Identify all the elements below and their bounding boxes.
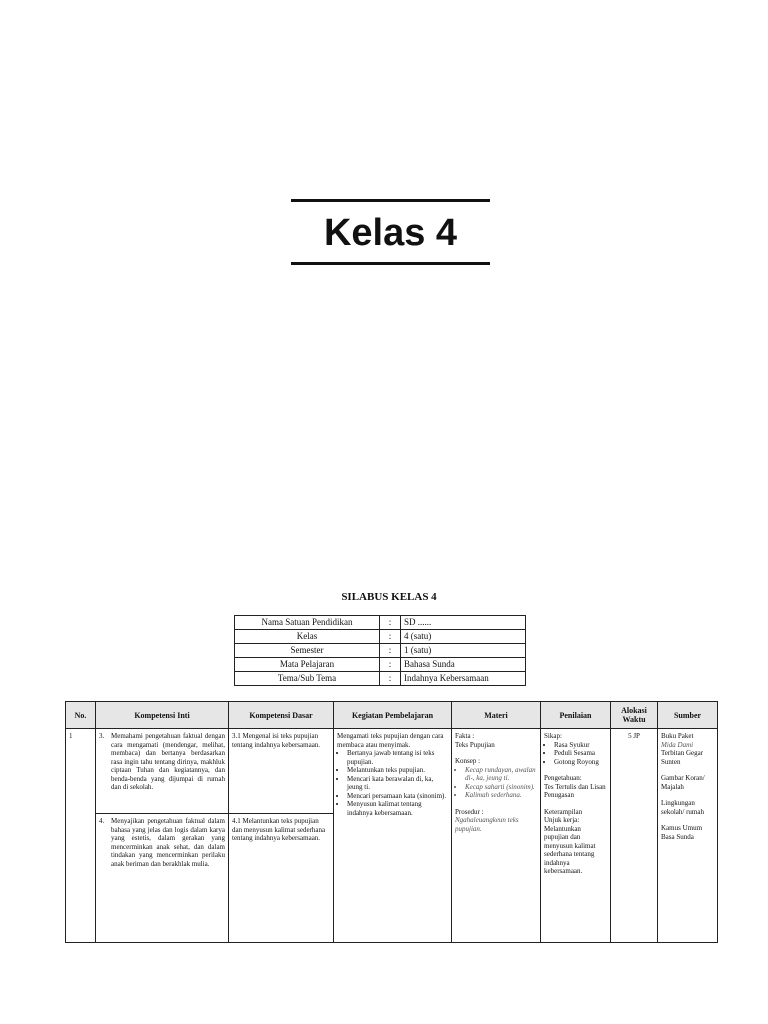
- identity-row: [235, 658, 526, 672]
- cell-no: 1: [66, 729, 96, 943]
- list-item: • Kecap rundayan, awalan di-, ka, jeung ti.: [465, 766, 537, 783]
- materi-konsep-label: Konsep :: [455, 757, 481, 765]
- identity-row: [235, 672, 526, 686]
- list-item: • Peduli Sesama: [554, 749, 607, 758]
- kegiatan-list: [337, 749, 448, 817]
- silabus-table: [65, 701, 718, 943]
- identity-colon: :: [380, 644, 401, 658]
- sumber-buku-title: Mida Dami: [661, 740, 694, 749]
- identity-row: [235, 630, 526, 644]
- title-rule-bottom: [291, 262, 490, 265]
- identity-table: [234, 615, 526, 686]
- sumber-buku-penerbit: Terbitan Gegar Sunten: [661, 749, 704, 766]
- cell-kegiatan: [334, 729, 452, 943]
- list-item: • Mencari persamaan kata (sinonim).: [347, 792, 448, 801]
- cell-kd41: [229, 814, 334, 943]
- header-materi: Materi: [452, 702, 541, 729]
- identity-colon: :: [380, 672, 401, 686]
- penilaian-keterampilan: Unjuk kerja: Melantunkan pupujian dan menyusun kalimat sederhana tentang indahnya kebersamaan.: [544, 816, 596, 875]
- identity-label: Semester: [235, 644, 380, 658]
- header-penilaian: Penilaian: [541, 702, 611, 729]
- cell-ki4: [96, 814, 229, 943]
- materi-prosedur: Ngahaleuangkeun teks pupujian.: [455, 816, 519, 833]
- ki4-text: Menyajikan pengetahuan faktual dalam bahasa yang jelas dan logis dalam karya yang estetis, dalam gerakan yang mencerminkan anak sehat, dan dalam tindakan yang mencerminkan perilaku anak beriman dan berakhlak mulia.: [111, 817, 225, 868]
- materi-konsep-list: [455, 766, 537, 800]
- list-item: • Kalimah sederhana.: [465, 791, 537, 800]
- page-title: Kelas 4: [323, 212, 458, 254]
- identity-colon: :: [380, 630, 401, 644]
- identity-row: [235, 616, 526, 630]
- materi-fakta-label: Fakta :: [455, 732, 475, 740]
- cell-penilaian: [541, 729, 611, 943]
- cell-kd31: [229, 729, 334, 814]
- identity-value: Indahnya Kebersamaan: [401, 672, 526, 686]
- ki3-number: 3.: [99, 732, 105, 740]
- identity-value: SD ......: [401, 616, 526, 630]
- title-rule-top: [291, 199, 490, 202]
- header-kompetensi-dasar: Kompetensi Dasar: [229, 702, 334, 729]
- penilaian-sikap-list: [544, 741, 607, 767]
- materi-fakta: Teks Pupujian: [455, 740, 495, 749]
- identity-colon: :: [380, 616, 401, 630]
- identity-label: Mata Pelajaran: [235, 658, 380, 672]
- identity-label: Kelas: [235, 630, 380, 644]
- kd31-text: 3.1 Mengenal isi teks pupujian tentang indahnya kebersamaan.: [232, 732, 321, 749]
- list-item: • Melantunkan teks pupujian.: [347, 766, 448, 775]
- list-item: • Mencari kata berawalan di, ka, jeung ti.: [347, 775, 448, 792]
- cell-sumber: [658, 729, 718, 943]
- header-kegiatan: Kegiatan Pembelajaran: [334, 702, 452, 729]
- identity-value: Bahasa Sunda: [401, 658, 526, 672]
- kd41-text: 4.1 Melantunkan teks pupujian dan menyusun kalimat sederhana tentang indahnya kebersamaan.: [232, 817, 326, 842]
- sumber-kamus: Kamus Umum Basa Sunda: [661, 824, 703, 841]
- table-header-row: [66, 702, 718, 729]
- sumber-lingkungan: Lingkungan sekolah/ rumah: [661, 799, 704, 816]
- cell-materi: [452, 729, 541, 943]
- penilaian-sikap-label: Sikap:: [544, 732, 562, 740]
- list-item: • Bertanya jawab tentang isi teks pupujian.: [347, 749, 448, 766]
- identity-label: Nama Satuan Pendidikan: [235, 616, 380, 630]
- identity-label: Tema/Sub Tema: [235, 672, 380, 686]
- kegiatan-intro: Mengamati teks pupujian dengan cara membaca atau menyimak.: [337, 732, 444, 749]
- cell-alokasi: 5 JP: [611, 729, 658, 943]
- header-alokasi: Alokasi Waktu: [611, 702, 658, 729]
- list-item: • Gotong Royong: [554, 758, 607, 767]
- sumber-buku-label: Buku Paket: [661, 732, 694, 740]
- identity-value: 1 (satu): [401, 644, 526, 658]
- identity-value: 4 (satu): [401, 630, 526, 644]
- penilaian-pengetahuan: Tes Tertulis dan Lisan Penugasan: [544, 782, 606, 799]
- list-item: • Rasa Syukur: [554, 741, 607, 750]
- cell-ki3: [96, 729, 229, 814]
- materi-prosedur-label: Prosedur :: [455, 807, 484, 816]
- penilaian-pengetahuan-label: Pengetahuan:: [544, 774, 582, 782]
- identity-row: [235, 644, 526, 658]
- ki3-text: Memahami pengetahuan faktual dengan cara mengamati (mendengar, melihat, membaca) dan bertanya berdasarkan rasa ingin tahu tentang dirinya, makhluk ciptaan Tuhan dan kegiatannya, dan benda-benda yang dijumpai di rumah dan di sekolah.: [111, 732, 225, 791]
- identity-colon: :: [380, 658, 401, 672]
- sumber-gambar: Gambar Koran/ Majalah: [661, 774, 705, 791]
- header-sumber: Sumber: [658, 702, 718, 729]
- table-row: [66, 729, 718, 814]
- list-item: • Menyusun kalimat tentang indahnya kebersamaan.: [347, 800, 448, 817]
- header-no: No.: [66, 702, 96, 729]
- list-item: • Kecap saharti (sinonim).: [465, 783, 537, 792]
- silabus-title: SILABUS KELAS 4: [341, 591, 437, 603]
- header-kompetensi-inti: Kompetensi Inti: [96, 702, 229, 729]
- penilaian-keterampilan-label: Keterampilan: [544, 807, 583, 816]
- ki4-number: 4.: [99, 817, 105, 825]
